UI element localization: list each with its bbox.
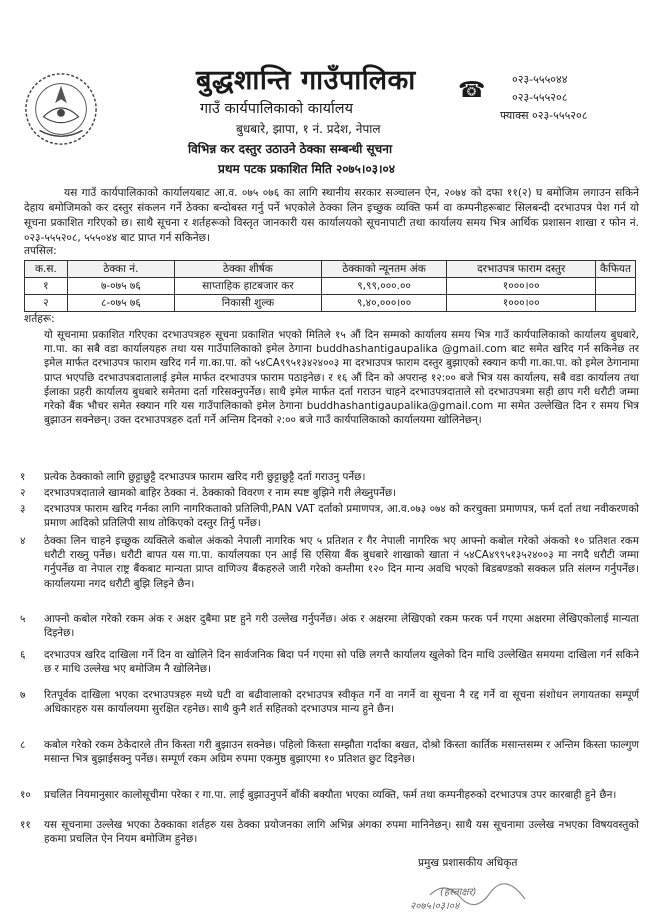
condition-text: रितपूर्वक दाखिला भएका दरभाउपत्रहरु मध्ये घटी वा बढीवालाको दरभाउपत्र स्वीकृत गर्ने वा नगर्ने वा सूचना नै रद्द गर्ने वा सूचना संशोधन लगायतका सम्पूर्ण अधिकारहरु यस कार्यालयमा सुरक्षित रहनेछ। साथै कुनै शर्त सहितको दरभाउपत्र मान्य हुने छैन। — [44, 689, 639, 716]
condition-number: ७ — [20, 689, 26, 701]
condition-number: १ — [20, 471, 26, 483]
phone-number-2: ०२३-५५५२०८ — [512, 91, 568, 104]
condition-number: ६ — [20, 649, 26, 661]
published-date: प्रथम पटक प्रकाशित मिति २०७५।०३।०४ — [218, 162, 395, 176]
condition-item — [20, 788, 639, 802]
phone-number-1: ०२३-५५५०४४ — [512, 73, 568, 86]
condition-item — [20, 738, 639, 766]
cell-min-amount: ९,४०,०००।०० — [321, 295, 447, 312]
table-row — [25, 295, 636, 312]
condition-text: दरभाउपत्रदाताले खामको बाहिर ठेक्का नं. ठेक्काको विवरण र नाम स्पष्ट बुझिने गरी लेख्नुपर्नेछ। — [44, 487, 397, 499]
condition-text: यस सूचनामा उल्लेख भएका ठेक्काका शर्तहरु यस ठेक्का प्रयोजनका लागि अभिन्न अंगका रुपमा मानिनेछन्। साथै यस सूचनामा उल्लेख नभएका विषयवस्तुको हकमा प्रचलित ऐन नियम बमोजिम हुनेछ। — [44, 819, 639, 846]
cell-contract-title: साप्ताहिक हाटबजार कर — [175, 278, 322, 295]
condition-number: ५ — [20, 613, 26, 625]
table-label: तपसिल: — [24, 245, 57, 257]
cell-form-fee: १०००।०० — [447, 278, 596, 295]
condition-item — [20, 502, 639, 530]
condition-text: दरभाउपत्र खरिद दाखिला गर्ने दिन वा खोलिने दिन सार्वजनिक बिदा पर्न गएमा सो पछि लगत्तै कार्यालय खुलेको दिन माथि उल्लेखित समयमा दाखिला गर्न सकिने छ र माथि उल्लेख भए बमोजिम नै खोलिनेछ। — [44, 649, 639, 676]
cell-remarks — [596, 295, 636, 312]
col-header-contract-title: ठेक्का शीर्षक — [175, 261, 322, 278]
col-header-remarks: कैफियत — [596, 261, 636, 278]
cell-sn: २ — [25, 295, 68, 312]
condition-number: ११ — [20, 819, 31, 831]
intro-paragraph: यस गाउँ कार्यपालिकाको कार्यालयबाट आ.व. ०७५ ०७६ का लागि स्थानीय सरकार सञ्चालन ऐन, २०७४ को दफा ११(२) घ बमोजिम लगाउन सकिने देहाय बमोजिमको कर दस्तुर संकलन गर्ने ठेक्का बन्दोबस्त गर्नु पर्ने भएकोले ठेक्का लिन इच्छुक व्यक्ति फर्म वा कम्पनीहरूबाट सिलबन्दी दरभाउपत्र पेश गर्न यो सूचना प्रकाशित गरिएको छ। साथै सूचना र शर्तहरूको विस्तृत जानकारी यस कार्यालयको सूचनापाटी तथा कार्यालय समय भित्र आर्थिक प्रशासन शाखा र फोन नं. ०२३-५५५२०८, ५५५०४४ बाट प्राप्त गर्न सकिनेछ। — [24, 187, 639, 244]
condition-text: प्रत्येक ठेक्काको लागि छुट्टाछुट्टै दरभाउपत्र फाराम खरिद गरी छुट्टाछुट्टै दर्ता गराउनु पर्नेछ। — [44, 471, 366, 483]
condition-number: ८ — [20, 739, 26, 751]
condition-item — [20, 534, 639, 591]
cell-contract-title: निकासी शुल्क — [175, 295, 322, 312]
condition-item — [20, 688, 639, 716]
office-address: बुधबारे, झापा, १ नं. प्रदेश, नेपाल — [236, 122, 381, 136]
col-header-sn: क.स. — [25, 261, 68, 278]
cell-min-amount: ९,९९,०००.०० — [321, 278, 447, 295]
condition-item — [20, 328, 639, 427]
condition-item — [20, 648, 639, 676]
cell-remarks — [596, 278, 636, 295]
condition-item — [20, 470, 639, 484]
condition-number: १० — [20, 789, 31, 801]
condition-text: आफ्नो कबोल गरेको रकम अंक र अक्षर दुबैमा प्रष्ट हुने गरी उल्लेख गर्नुपर्नेछ। अंक र अक्षरमा लेखिएको रकम फरक पर्न गएमा अक्षरमा लेखिएकोलाई मान्यता दिइनेछ। — [44, 613, 639, 640]
condition-text: ठेक्का लिन चाहने इच्छुक व्यक्तिले कबोल अंकको नेपाली नागरिक भए ५ प्रतिशत र गैर नेपाली नागरिक भए आफ्नो कबोल गरेको अंकको १० प्रतिशत रकम धरौटी राख्नु पर्नेछ। धरौटी बापत यस गा.पा. कार्यालयका एन आई सि एसिया बैंक बुधबारे शाखाको खाता नं ५४CA४९९५१३५२४००३ मा नगदै धरौटी जम्मा गर्नुपर्नेछ वा नेपाल राष्ट्र बैंकबाट मान्यता प्राप्त वाणिज्य बैंकहरुले जारी गरेको कम्तीमा १२० दिन मान्य अवधि भएको बिडबण्डको सक्कल प्रति संलग्न गर्नुपर्नेछ। कार्यालयमा नगद धरौटी बुझि लिइने छैन। — [44, 535, 639, 590]
col-header-min-amount: ठेक्काको न्यूनतम अंक — [321, 261, 447, 278]
cell-sn: १ — [25, 278, 68, 295]
fax-number: फ्याक्स ०२३-५५५२०८ — [500, 109, 588, 122]
cell-form-fee: १०००।०० — [447, 295, 596, 312]
signature-name: (हस्ताक्षर) — [440, 887, 477, 898]
municipality-title: बुद्धशान्ति गाउँपालिका — [196, 65, 416, 96]
cell-contract-no: ८-०७५ ७६ — [67, 295, 174, 312]
col-header-form-fee: दरभाउपत्र फाराम दस्तुर — [447, 261, 596, 278]
condition-item — [20, 612, 639, 640]
condition-number: २ — [20, 487, 26, 499]
condition-text: यो सूचनामा प्रकाशित गरिएका दरभाउपत्रहरु सूचना प्रकाशित भएको मितिले १५ औं दिन सम्मको कार्यालय समय भित्र गाउँ कार्यपालिकाको कार्यालय बुधबारे, गा.पा. का सबै वडा कार्यालयहरु तथा यस गाउँपालिकाको इमेल ठेगाना buddhashantigaupalika @gmail.com बाट समेत खरिद गर्न सकिनेछ तर इमेल मार्फत दरभाउपत्र फाराम खरिद गर्न गा.का.पा. को ५४CA९९५१३४२४००३ मा दरभाउपत्र फाराम दस्तुर बुझाएको स्क्यान कपी गा.का.पा. को इमेल ठेगानामा प्राप्त भएपछि दरभाउपत्रदातालाई इमेल मार्फत दरभाउपत्र फाराम पठाइनेछ। र १६ औं दिन को अपरान्ह १२:०० बजे भित्र यस कार्यालय, सबै वडा कार्यालय तथा ईलाका प्रहरी कार्यालय बुधबारे समेतमा दर्ता गरिसक्नुपर्नेछ। साथै इमेल मार्फत दर्ता गराउन चाहने दरभाउपत्रदाताले सो दरभाउपत्रमा सही छाप गरी धरौटी जम्मा गरेको बैंक भौचर समेत स्क्यान गरि यस गाउँपालिकाको इमेल ठेगाना buddhashantigaupalika@gmail.com मा समेत उल्लेखित दिन र समय भित्र बुझाउन सक्नेछन्। उक्त दरभाउपत्रहरु दर्ता गर्ने अन्तिम दिनको २:०० बजे गाउँ कार्यपालिकाको कार्यालयमा खोलिनेछन्। — [44, 329, 639, 427]
nepal-emblem-icon — [22, 70, 100, 148]
condition-text: कबोल गरेको रकम ठेकेदारले तीन किस्ता गरी बुझाउन सक्नेछ। पहिलो किस्ता सम्झौता गर्दाका बखत, दोश्रो किस्ता कार्तिक मसान्तसम्म र अन्तिम किस्ता फाल्गुण मसान्त भित्र बुझाईसक्नु पर्नेछ। सम्पूर्ण रकम अग्रिम रुपमा एकमुष्ठ बुझाएमा १० प्रतिशत छुट दिइनेछ। — [44, 739, 639, 766]
conditions-label: शर्तहरू: — [24, 313, 55, 325]
condition-number: ४ — [20, 535, 26, 547]
table-header-row — [25, 261, 636, 278]
telephone-icon: ☎ — [458, 78, 486, 103]
signature-date: २०७५।०३।०४ — [410, 901, 460, 912]
condition-text: प्रचलित नियमानुसार कालोसूचीमा परेका र गा.पा. लाई बुझाउनुपर्ने बाँकी बक्यौता भएका व्यक्ति, फर्म तथा कम्पनीहरुको दरभाउपत्र उपर कारबाही हुने छैन। — [44, 789, 617, 801]
office-name: गाउँ कार्यपालिकाको कार्यालय — [200, 101, 354, 117]
cell-contract-no: ७-०७५ ७६ — [67, 278, 174, 295]
condition-number: ३ — [20, 503, 26, 515]
condition-item — [20, 818, 639, 846]
condition-item — [20, 486, 639, 500]
condition-text: दरभाउपत्र फाराम खरिद गर्नका लागि नागरिकताको प्रतिलिपी,PAN VAT दर्ताको प्रमाणपत्र, आ.व.०७३ ०७४ को करचुक्ता प्रमाणपत्र, फर्म दर्ता तथा नवीकरणको प्रमाण आदिको प्रतिलिपी साथ तोकिएको दस्तुर तिर्नु पर्नेछ। — [44, 503, 639, 530]
signatory-title: प्रमुख प्रशासकीय अधिकृत — [418, 857, 518, 869]
notice-subject: विभिन्न कर दस्तुर उठाउने ठेक्का सम्बन्धी सूचना — [188, 142, 393, 156]
table-row — [25, 278, 636, 295]
contract-table — [24, 260, 636, 312]
col-header-contract-no: ठेक्का नं. — [67, 261, 174, 278]
